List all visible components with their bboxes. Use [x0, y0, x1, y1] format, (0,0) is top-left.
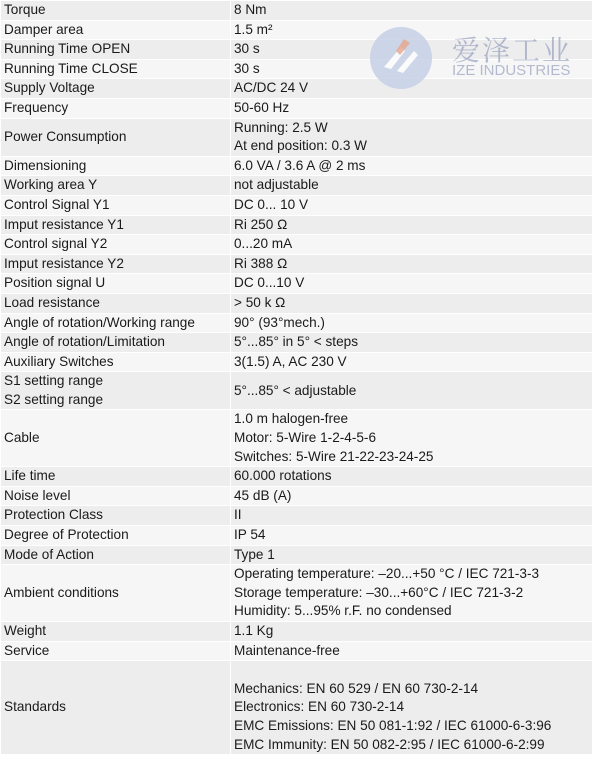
- spec-value-line: Running: 2.5 W: [234, 119, 328, 135]
- spec-value: [231, 293, 593, 313]
- spec-row: [1, 333, 593, 353]
- spec-label: [1, 410, 231, 467]
- spec-label: [1, 506, 231, 526]
- spec-value: [231, 215, 593, 235]
- spec-table-body: [1, 1, 593, 755]
- spec-value-line: EMC Immunity: EN 50 082-2:95 / IEC 61000-6-2:99: [234, 736, 545, 752]
- spec-value-line: 3(1.5) A, AC 230 V: [234, 353, 347, 369]
- spec-label-line: S2 setting range: [4, 391, 103, 407]
- spec-label-line: Frequency: [4, 99, 69, 115]
- spec-value-line: DC 0... 10 V: [234, 196, 309, 212]
- spec-label: [1, 59, 231, 79]
- spec-value-line: not adjustable: [234, 177, 319, 193]
- spec-value: [231, 352, 593, 372]
- spec-value-line: 30 s: [234, 60, 260, 76]
- spec-row: [1, 176, 593, 196]
- spec-label-line: Life time: [4, 468, 56, 484]
- spec-row: [1, 98, 593, 118]
- spec-label-line: Running Time OPEN: [4, 41, 131, 57]
- spec-label: [1, 20, 231, 40]
- spec-value: [231, 313, 593, 333]
- spec-label-line: Cable: [4, 430, 40, 446]
- spec-value: [231, 506, 593, 526]
- spec-value: [231, 545, 593, 565]
- spec-label: [1, 215, 231, 235]
- spec-value: [231, 641, 593, 661]
- spec-value: [231, 176, 593, 196]
- ize-logo-icon: [370, 27, 432, 89]
- spec-label: [1, 486, 231, 506]
- spec-value-line: Operating temperature: –20...+50 °C / IEC 721-3-3: [234, 566, 540, 582]
- spec-label-line: Running Time CLOSE: [4, 60, 138, 76]
- spec-value: [231, 333, 593, 353]
- spec-value: [231, 274, 593, 294]
- spec-value: [231, 156, 593, 176]
- spec-label-line: Standards: [4, 699, 66, 715]
- spec-value-line: IP 54: [234, 527, 266, 543]
- spec-label-line: Mode of Action: [4, 546, 94, 562]
- spec-value: [231, 410, 593, 467]
- spec-label: [1, 545, 231, 565]
- watermark-en: IZE INDUSTRIES: [452, 62, 571, 79]
- spec-value-line: 8 Nm: [234, 2, 267, 17]
- spec-label-line: Service: [4, 642, 50, 658]
- spec-value: [231, 1, 593, 21]
- spec-row: [1, 467, 593, 487]
- spec-value-line: 5°...85° in 5° < steps: [234, 334, 358, 350]
- spec-value-line: AC/DC 24 V: [234, 80, 309, 96]
- spec-label: [1, 79, 231, 99]
- spec-value: [231, 565, 593, 622]
- spec-label-line: Torque: [4, 2, 46, 17]
- spec-row: [1, 293, 593, 313]
- spec-label-line: Noise level: [4, 487, 71, 503]
- spec-label: [1, 176, 231, 196]
- spec-value-line: Ri 388 Ω: [234, 255, 288, 271]
- spec-row: [1, 235, 593, 255]
- spec-row: [1, 254, 593, 274]
- spec-label: [1, 1, 231, 21]
- spec-value-line: Humidity: 5...95% r.F. no condensed: [234, 603, 452, 619]
- spec-label: [1, 313, 231, 333]
- spec-value-line: Type 1: [234, 546, 275, 562]
- spec-label-line: Imput resistance Y2: [4, 255, 124, 271]
- spec-label: [1, 526, 231, 546]
- spec-value: [231, 486, 593, 506]
- spec-label-line: Angle of rotation/Limitation: [4, 334, 165, 350]
- spec-value-line: 60.000 rotations: [234, 468, 332, 484]
- spec-value: [231, 526, 593, 546]
- spec-label: [1, 622, 231, 642]
- spec-label-line: Weight: [4, 623, 47, 638]
- spec-label: [1, 118, 231, 156]
- spec-label-line: Ambient conditions: [4, 584, 119, 600]
- spec-value-line: 0...20 mA: [234, 236, 293, 252]
- spec-label-line: Load resistance: [4, 294, 100, 310]
- spec-value-line: Motor: 5-Wire 1-2-4-5-6: [234, 430, 377, 446]
- spec-label-line: Protection Class: [4, 507, 103, 523]
- spec-row: [1, 486, 593, 506]
- spec-label: [1, 156, 231, 176]
- spec-value: [231, 98, 593, 118]
- spec-label-line: Imput resistance Y1: [4, 216, 124, 232]
- spec-value-line: 50-60 Hz: [234, 99, 290, 115]
- spec-value-line: EMC Emissions: EN 50 081-1:92 / IEC 61000-6-3:96: [234, 717, 552, 733]
- spec-value-line: Storage temperature: –30...+60°C / IEC 721-3-2: [234, 584, 524, 600]
- spec-value-line: 5°...85° < adjustable: [234, 382, 357, 398]
- spec-value: [231, 195, 593, 215]
- watermark-cn: 爱泽工业: [452, 34, 573, 67]
- spec-value: [231, 622, 593, 642]
- spec-label-line: Power Consumption: [4, 128, 127, 144]
- spec-row: [1, 195, 593, 215]
- spec-value-line: Maintenance-free: [234, 642, 340, 658]
- spec-value: [231, 118, 593, 156]
- spec-label: [1, 235, 231, 255]
- spec-label-line: Damper area: [4, 21, 84, 37]
- spec-label-line: Supply Voltage: [4, 80, 95, 96]
- spec-row: [1, 352, 593, 372]
- spec-row: [1, 215, 593, 235]
- spec-value: [231, 254, 593, 274]
- watermark-logo: [370, 27, 590, 87]
- spec-label: [1, 254, 231, 274]
- spec-value-line: 6.0 VA / 3.6 A @ 2 ms: [234, 157, 366, 173]
- spec-label: [1, 565, 231, 622]
- spec-value: [231, 467, 593, 487]
- spec-value-line: Mechanics: EN 60 529 / EN 60 730-2-14: [234, 680, 479, 696]
- spec-value-line: 1.5 m²: [234, 21, 273, 37]
- spec-row: [1, 661, 593, 755]
- spec-label-line: Angle of rotation/Working range: [4, 314, 195, 330]
- spec-value-line: Electronics: EN 60 730-2-14: [234, 699, 405, 715]
- spec-label: [1, 661, 231, 755]
- spec-row: [1, 410, 593, 467]
- spec-row: [1, 622, 593, 642]
- spec-label-line: Degree of Protection: [4, 527, 129, 543]
- spec-label-line: Control Signal Y1: [4, 196, 110, 212]
- spec-value-line: At end position: 0.3 W: [234, 138, 367, 154]
- spec-label: [1, 293, 231, 313]
- spec-row: [1, 372, 593, 410]
- spec-row: [1, 313, 593, 333]
- spec-value-line: Switches: 5-Wire 21-22-23-24-25: [234, 448, 434, 464]
- spec-value: [231, 661, 593, 755]
- spec-label-line: Working area Y: [4, 177, 98, 193]
- spec-row: [1, 118, 593, 156]
- spec-value: [231, 372, 593, 410]
- spec-label: [1, 467, 231, 487]
- spec-row: [1, 545, 593, 565]
- spec-value-line: 30 s: [234, 41, 260, 57]
- spec-value-line: DC 0...10 V: [234, 275, 305, 291]
- spec-row: [1, 156, 593, 176]
- spec-value-line: Ri 250 Ω: [234, 216, 288, 232]
- spec-row: [1, 1, 593, 21]
- spec-label-line: Dimensioning: [4, 157, 87, 173]
- spec-label: [1, 274, 231, 294]
- spec-label: [1, 333, 231, 353]
- spec-row: [1, 274, 593, 294]
- spec-label-line: Position signal U: [4, 275, 106, 291]
- spec-label: [1, 195, 231, 215]
- spec-value-line: 1.0 m halogen-free: [234, 411, 349, 427]
- spec-row: [1, 506, 593, 526]
- spec-value-line: [234, 661, 589, 680]
- spec-row: [1, 526, 593, 546]
- spec-value-line: 1.1 Kg: [234, 623, 274, 638]
- spec-row: [1, 565, 593, 622]
- spec-label: [1, 641, 231, 661]
- spec-value-line: > 50 k Ω: [234, 294, 286, 310]
- spec-label: [1, 40, 231, 60]
- spec-row: [1, 641, 593, 661]
- spec-value-line: II: [234, 507, 242, 523]
- spec-value-line: 45 dB (A): [234, 487, 292, 503]
- spec-label: [1, 98, 231, 118]
- spec-label-line: Control signal Y2: [4, 236, 108, 252]
- spec-value-line: 90° (93°mech.): [234, 314, 325, 330]
- spec-label-line: Auxiliary Switches: [4, 353, 114, 369]
- spec-value: [231, 235, 593, 255]
- spec-label-line: S1 setting range: [4, 373, 103, 389]
- spec-label: [1, 352, 231, 372]
- spec-label: [1, 372, 231, 410]
